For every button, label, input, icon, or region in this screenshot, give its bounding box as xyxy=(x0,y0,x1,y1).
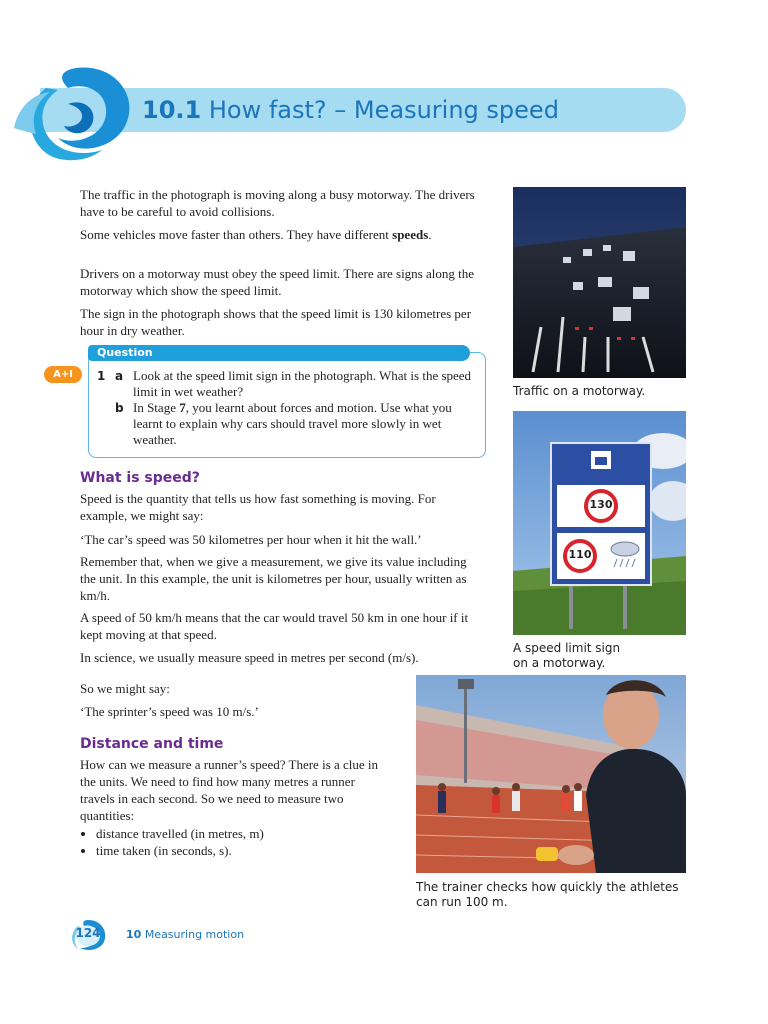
intro-p2-bold: speeds xyxy=(392,227,429,242)
list-item: • distance travelled (in metres, m) xyxy=(96,825,264,842)
speed-paragraph-5: So we might say: xyxy=(80,681,170,696)
section-title: How fast? – Measuring speed xyxy=(208,96,559,124)
heading-what-is-speed: What is speed? xyxy=(80,470,200,486)
traffic-caption: Traffic on a motorway. xyxy=(513,384,646,398)
quantities-list xyxy=(80,825,264,859)
intro-p2-text: Some vehicles move faster than others. They have different xyxy=(80,227,393,242)
speed-paragraph-4: In science, we usually measure speed in metres per second (m/s). xyxy=(80,650,419,665)
sign-limit-dry: 130 xyxy=(589,498,613,511)
speed-sign-photo xyxy=(513,411,686,635)
sign-caption-line-1: A speed limit sign xyxy=(513,641,621,655)
page-number: 124 xyxy=(75,926,101,940)
question-b-label: b xyxy=(115,401,124,415)
chapter-footer xyxy=(126,928,244,941)
question-b-text xyxy=(133,400,478,448)
chapter-number: 10 xyxy=(126,928,142,941)
intro-paragraph-3: Drivers on a motorway must obey the speed limit. There are signs along the motorway which show the speed limit. xyxy=(80,266,474,298)
question-a-text: Look at the speed limit sign in the photograph. What is the speed limit in wet weather? xyxy=(133,368,472,399)
sign-limit-wet: 110 xyxy=(568,548,592,561)
question-number: 1 xyxy=(97,369,106,383)
speed-paragraph-3: A speed of 50 km/h means that the car would travel 50 km in one hour if it kept moving at that speed. xyxy=(80,610,469,642)
speed-paragraph-1: Speed is the quantity that tells us how fast something is moving. For example, we might say: xyxy=(80,491,436,523)
question-b-stage: 7 xyxy=(179,400,186,415)
list-item: • time taken (in seconds, s). xyxy=(96,842,264,859)
athletes-caption xyxy=(416,880,679,910)
sign-caption-line-2: on a motorway. xyxy=(513,656,606,670)
athletes-caption-line-1: The trainer checks how quickly the athletes xyxy=(416,880,679,894)
question-b-text-start: In Stage xyxy=(133,400,180,415)
athletes-photo xyxy=(416,675,686,873)
heading-distance-and-time: Distance and time xyxy=(80,736,224,752)
question-b-text-end: , you learnt about forces and motion. Use what you learnt to explain why cars should travel more slowly in wet weather. xyxy=(133,400,452,447)
speed-quote-1: ‘The car’s speed was 50 kilometres per hour when it hit the wall.’ xyxy=(80,532,422,547)
intro-paragraph-4: The sign in the photograph shows that the speed limit is 130 kilometres per hour in dry weather. xyxy=(80,306,472,338)
question-tab-label: Question xyxy=(97,346,153,359)
swirl-logo-icon xyxy=(6,58,146,168)
section-number: 10.1 xyxy=(142,96,202,124)
chapter-title: Measuring motion xyxy=(144,928,245,941)
ai-badge: A+I xyxy=(44,366,82,383)
sign-caption xyxy=(513,641,620,671)
page-title xyxy=(142,96,559,124)
intro-paragraph-2 xyxy=(80,226,480,243)
speed-paragraph-2: Remember that, when we give a measurement, we give its value including the unit. In this example, the unit is kilometres per hour, usually written as km/h. xyxy=(80,554,467,603)
intro-paragraph-1: The traffic in the photograph is moving along a busy motorway. The drivers have to be careful to avoid collisions. xyxy=(80,187,475,219)
traffic-photo xyxy=(513,187,686,378)
speed-quote-2: ‘The sprinter’s speed was 10 m/s.’ xyxy=(80,704,259,719)
athletes-caption-line-2: can run 100 m. xyxy=(416,895,508,909)
intro-p2-end: . xyxy=(428,227,432,242)
distance-paragraph-1: How can we measure a runner’s speed? There is a clue in the units. We need to find how many metres a runner travels in each second. So we need to measure two quantities: xyxy=(80,757,379,823)
question-a-label: a xyxy=(115,369,124,383)
